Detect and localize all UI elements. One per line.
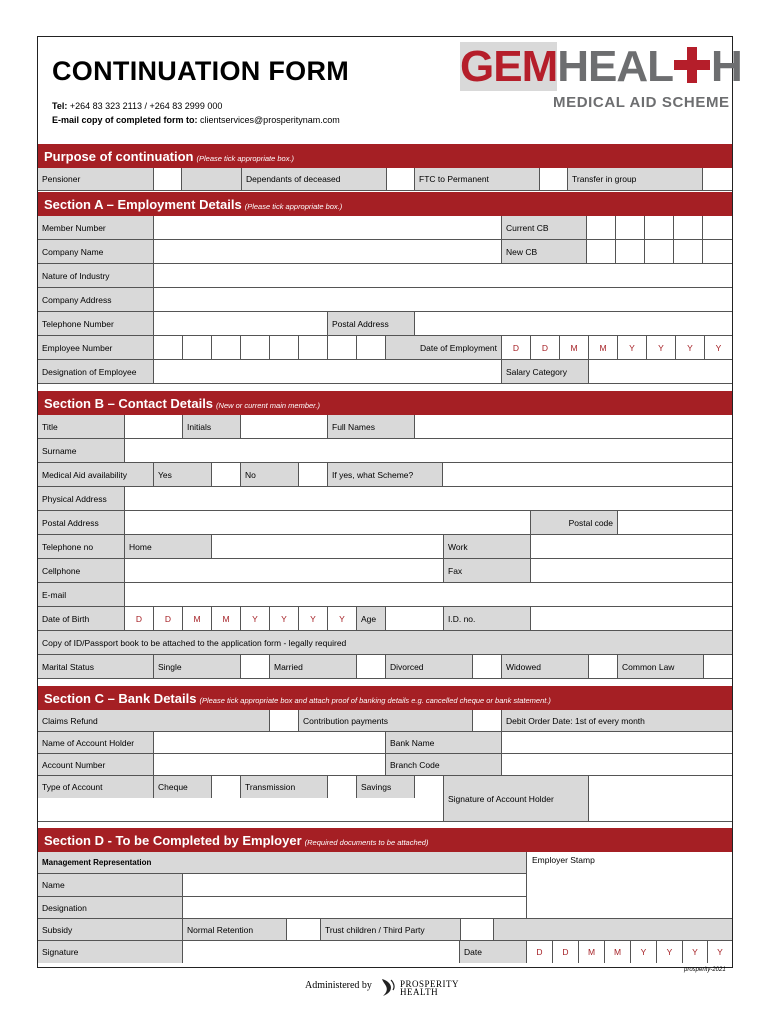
claims-row <box>38 710 732 732</box>
cross-icon <box>674 47 710 83</box>
divorced-checkbox[interactable] <box>472 655 501 678</box>
home-label: Home <box>124 535 211 558</box>
designation-label: Designation of Employee <box>38 360 153 383</box>
email-label: E-mail <box>38 583 124 606</box>
purpose-header <box>38 144 732 168</box>
dob-box[interactable]: Y <box>269 607 298 630</box>
normal-checkbox[interactable] <box>286 919 320 940</box>
sig-holder-input[interactable] <box>588 776 732 821</box>
purpose-note: (Please tick appropriate box.) <box>196 154 295 163</box>
fax-input[interactable] <box>530 559 732 582</box>
employee-digit-box[interactable] <box>269 336 298 359</box>
cell-input[interactable] <box>124 559 443 582</box>
common-law-label: Common Law <box>617 655 703 678</box>
doe-box[interactable]: Y <box>704 336 732 359</box>
physical-label: Physical Address <box>38 487 124 510</box>
salary-input[interactable] <box>588 360 732 383</box>
full-names-input[interactable] <box>414 415 732 438</box>
branch-input[interactable] <box>501 754 732 775</box>
dob-box[interactable]: D <box>153 607 182 630</box>
doe-label: Date of Employment <box>385 336 501 359</box>
employee-row <box>38 336 732 360</box>
dob-box[interactable]: D <box>124 607 153 630</box>
holder-input[interactable] <box>153 732 385 753</box>
section-c-header <box>38 686 732 710</box>
work-label: Work <box>443 535 530 558</box>
age-input[interactable] <box>385 607 443 630</box>
divorced-label: Divorced <box>385 655 472 678</box>
section-a-title: Section A – Employment Details <box>44 197 242 212</box>
logo-subtitle: MEDICAL AID SCHEME <box>553 94 730 111</box>
initials-label: Initials <box>182 415 240 438</box>
section-a-note: (Please tick appropriate box.) <box>244 202 343 211</box>
company-address-input[interactable] <box>153 288 732 311</box>
d-date-box[interactable]: Y <box>630 941 656 963</box>
dob-label: Date of Birth <box>38 607 124 630</box>
prosperity-wordmark <box>400 980 459 996</box>
d-date-box[interactable]: Y <box>656 941 682 963</box>
purpose-title: Purpose of continuation <box>44 149 194 164</box>
dob-box[interactable]: M <box>182 607 211 630</box>
marital-row <box>38 655 732 679</box>
doe-box[interactable]: M <box>588 336 617 359</box>
member-input[interactable] <box>153 216 501 239</box>
claims-label: Claims Refund <box>38 710 269 731</box>
administered-by: Administered by <box>305 980 372 991</box>
dob-box[interactable]: Y <box>240 607 269 630</box>
work-input[interactable] <box>530 535 732 558</box>
section-b-title: Section B – Contact Details <box>44 396 214 411</box>
b-tel-row <box>38 535 732 559</box>
contact-info <box>52 99 340 127</box>
company-label: Company Name <box>38 240 153 263</box>
postal-address-label: Postal Address <box>327 312 414 335</box>
mgmt-label: Management Representation <box>38 852 526 874</box>
new-cb-box[interactable] <box>615 240 644 263</box>
d-designation-row <box>38 897 526 919</box>
common-law-checkbox[interactable] <box>703 655 732 678</box>
copy-note: Copy of ID/Passport book to be attached to the application form - legally required <box>42 637 347 648</box>
b-postal-label: Postal Address <box>38 511 124 534</box>
new-cb-label: New CB <box>501 240 586 263</box>
type-row <box>38 776 732 822</box>
transfer-label: Transfer in group <box>567 168 702 190</box>
section-c-title: Section C – Bank Details <box>44 691 197 706</box>
postal-code-label: Postal code <box>530 511 617 534</box>
d-designation-input[interactable] <box>182 897 526 918</box>
current-cb-label: Current CB <box>501 216 586 239</box>
widowed-label: Widowed <box>501 655 588 678</box>
married-checkbox[interactable] <box>356 655 385 678</box>
current-cb-box[interactable] <box>644 216 673 239</box>
full-names-label: Full Names <box>327 415 414 438</box>
single-checkbox[interactable] <box>240 655 269 678</box>
employee-digit-box[interactable] <box>211 336 240 359</box>
contrib-checkbox[interactable] <box>472 710 501 731</box>
doe-box[interactable]: Y <box>646 336 675 359</box>
widowed-checkbox[interactable] <box>588 655 617 678</box>
d-designation-label: Designation <box>38 897 182 918</box>
d-signature-input[interactable] <box>182 941 459 963</box>
form-code: prosperity-2021 <box>684 967 726 973</box>
current-cb-box[interactable] <box>702 216 732 239</box>
no-checkbox[interactable] <box>298 463 327 486</box>
salary-label: Salary Category <box>501 360 588 383</box>
title-row <box>38 415 732 439</box>
doe-box[interactable]: Y <box>675 336 704 359</box>
id-label: I.D. no. <box>443 607 530 630</box>
trust-checkbox[interactable] <box>460 919 493 940</box>
normal-label: Normal Retention <box>182 919 286 940</box>
employee-digit-box[interactable] <box>356 336 385 359</box>
cell-grey <box>493 919 732 940</box>
email-value: clientservices@prosperitynam.com <box>200 115 340 125</box>
bank-input[interactable] <box>501 732 732 753</box>
current-cb-box[interactable] <box>673 216 702 239</box>
company-address-label: Company Address <box>38 288 153 311</box>
company-row <box>38 240 732 264</box>
d-date-box[interactable]: D <box>552 941 578 963</box>
scheme-label: If yes, what Scheme? <box>327 463 442 486</box>
company-input[interactable] <box>153 240 501 263</box>
employee-digit-box[interactable] <box>153 336 182 359</box>
logo-heal: HEAL <box>557 42 674 91</box>
gemhealth-logo <box>460 44 742 90</box>
copy-row <box>38 631 732 655</box>
holder-label: Name of Account Holder <box>38 732 153 753</box>
health-text: HEALTH <box>400 987 439 997</box>
email-row <box>38 583 732 607</box>
yes-checkbox[interactable] <box>211 463 240 486</box>
email-label: E-mail copy of completed form to: <box>52 115 198 125</box>
cell-label: Cellphone <box>38 559 124 582</box>
d-date-box[interactable]: D <box>526 941 552 963</box>
member-row <box>38 216 732 240</box>
age-label: Age <box>356 607 385 630</box>
d-name-label: Name <box>38 874 182 896</box>
telephone-row <box>38 312 732 336</box>
contrib-label: Contribution payments <box>298 710 472 731</box>
employee-number-label: Employee Number <box>38 336 153 359</box>
employee-digit-box[interactable] <box>240 336 269 359</box>
fax-label: Fax <box>443 559 530 582</box>
account-row <box>38 754 732 776</box>
pensioner-checkbox[interactable] <box>153 168 181 190</box>
type-label: Type of Account <box>38 776 153 798</box>
bank-label: Bank Name <box>385 732 501 753</box>
medical-row <box>38 463 732 487</box>
address-row <box>38 288 732 312</box>
employee-digit-box[interactable] <box>298 336 327 359</box>
section-a-header <box>38 192 732 216</box>
physical-row <box>38 487 732 511</box>
savings-label: Savings <box>356 776 414 798</box>
industry-input[interactable] <box>153 264 732 287</box>
new-cb-box[interactable] <box>702 240 732 263</box>
section-d-header <box>38 828 732 852</box>
d-signature-label: Signature <box>38 941 182 963</box>
tel-label: Tel: <box>52 101 68 111</box>
medical-label: Medical Aid availability <box>38 463 153 486</box>
single-label: Single <box>153 655 240 678</box>
telephone-input[interactable] <box>153 312 327 335</box>
b-tel-label: Telephone no <box>38 535 124 558</box>
yes-label: Yes <box>153 463 211 486</box>
designation-row <box>38 360 732 384</box>
title-input[interactable] <box>124 415 182 438</box>
doe-box[interactable]: D <box>530 336 559 359</box>
account-label: Account Number <box>38 754 153 775</box>
section-b-header <box>38 391 732 415</box>
section-b-note: (New or current main member.) <box>216 401 320 410</box>
cheque-label: Cheque <box>153 776 211 798</box>
d-date-label: Date <box>459 941 526 963</box>
claims-checkbox[interactable] <box>269 710 298 731</box>
prosperity-logo-icon <box>379 977 397 997</box>
savings-checkbox[interactable] <box>414 776 443 798</box>
cheque-checkbox[interactable] <box>211 776 240 798</box>
purpose-row <box>38 168 732 191</box>
subsidy-row <box>38 919 732 941</box>
b-postal-input[interactable] <box>124 511 530 534</box>
employee-digit-box[interactable] <box>327 336 356 359</box>
prosperity-text: PROSPERITY <box>400 979 460 989</box>
section-d-title: Section D - To be Completed by Employer <box>44 833 302 848</box>
stamp-area[interactable] <box>526 852 732 919</box>
dob-box[interactable]: Y <box>298 607 327 630</box>
new-cb-box[interactable] <box>673 240 702 263</box>
id-input[interactable] <box>530 607 732 630</box>
new-cb-box[interactable] <box>586 240 615 263</box>
account-input[interactable] <box>153 754 385 775</box>
transfer-checkbox[interactable] <box>702 168 732 190</box>
doe-box[interactable]: D <box>501 336 530 359</box>
home-input[interactable] <box>211 535 443 558</box>
married-label: Married <box>269 655 356 678</box>
initials-input[interactable] <box>240 415 327 438</box>
branch-label: Branch Code <box>385 754 501 775</box>
dependants-checkbox[interactable] <box>386 168 414 190</box>
cell-row <box>38 559 732 583</box>
d-date-box[interactable]: M <box>578 941 604 963</box>
new-cb-box[interactable] <box>644 240 673 263</box>
cell-grey <box>181 168 241 190</box>
section-c-note: (Please tick appropriate box and attach proof of banking details e.g. cancelled cheque or bank statement.) <box>199 696 551 705</box>
d-name-input[interactable] <box>182 874 526 896</box>
current-cb-box[interactable] <box>586 216 615 239</box>
surname-label: Surname <box>38 439 124 462</box>
section-d-note: (Required documents to be attached) <box>304 838 429 847</box>
dependants-label: Dependants of deceased <box>241 168 386 190</box>
designation-input[interactable] <box>153 360 501 383</box>
title-label: Title <box>38 415 124 438</box>
dob-row <box>38 607 732 631</box>
logo-h: H <box>711 42 742 91</box>
industry-row <box>38 264 732 288</box>
d-date-box[interactable]: M <box>604 941 630 963</box>
d-signature-row <box>38 941 732 963</box>
d-date-box[interactable]: Y <box>682 941 707 963</box>
subsidy-label: Subsidy <box>38 919 182 940</box>
stamp-label: Employer Stamp <box>532 855 595 865</box>
member-label: Member Number <box>38 216 153 239</box>
physical-input[interactable] <box>124 487 732 510</box>
surname-row <box>38 439 732 463</box>
debit-label: Debit Order Date: 1st of every month <box>501 710 732 731</box>
dob-box[interactable]: Y <box>327 607 356 630</box>
transmission-label: Transmission <box>240 776 327 798</box>
dob-box[interactable]: M <box>211 607 240 630</box>
transmission-checkbox[interactable] <box>327 776 356 798</box>
doe-box[interactable]: Y <box>617 336 646 359</box>
current-cb-box[interactable] <box>615 216 644 239</box>
postal-address-input[interactable] <box>414 312 732 335</box>
b-postal-row <box>38 511 732 535</box>
doe-box[interactable]: M <box>559 336 588 359</box>
trust-label: Trust children / Third Party <box>320 919 460 940</box>
logo-gem: GEM <box>460 42 558 91</box>
ftc-checkbox[interactable] <box>539 168 567 190</box>
postal-code-input[interactable] <box>617 511 732 534</box>
scheme-input[interactable] <box>442 463 732 486</box>
holder-row <box>38 732 732 754</box>
employee-digit-box[interactable] <box>182 336 211 359</box>
sig-holder-label: Signature of Account Holder <box>443 776 588 821</box>
page-title: CONTINUATION FORM <box>52 56 350 86</box>
telephone-label: Telephone Number <box>38 312 153 335</box>
d-date-box[interactable]: Y <box>707 941 732 963</box>
tel-value: +264 83 323 2113 / +264 83 2999 000 <box>69 101 223 111</box>
surname-input[interactable] <box>124 439 732 462</box>
ftc-label: FTC to Permanent <box>414 168 539 190</box>
email-input[interactable] <box>124 583 732 606</box>
pensioner-label: Pensioner <box>38 168 153 190</box>
marital-label: Marital Status <box>38 655 153 678</box>
no-label: No <box>240 463 298 486</box>
industry-label: Nature of Industry <box>38 264 153 287</box>
d-name-row <box>38 874 526 897</box>
